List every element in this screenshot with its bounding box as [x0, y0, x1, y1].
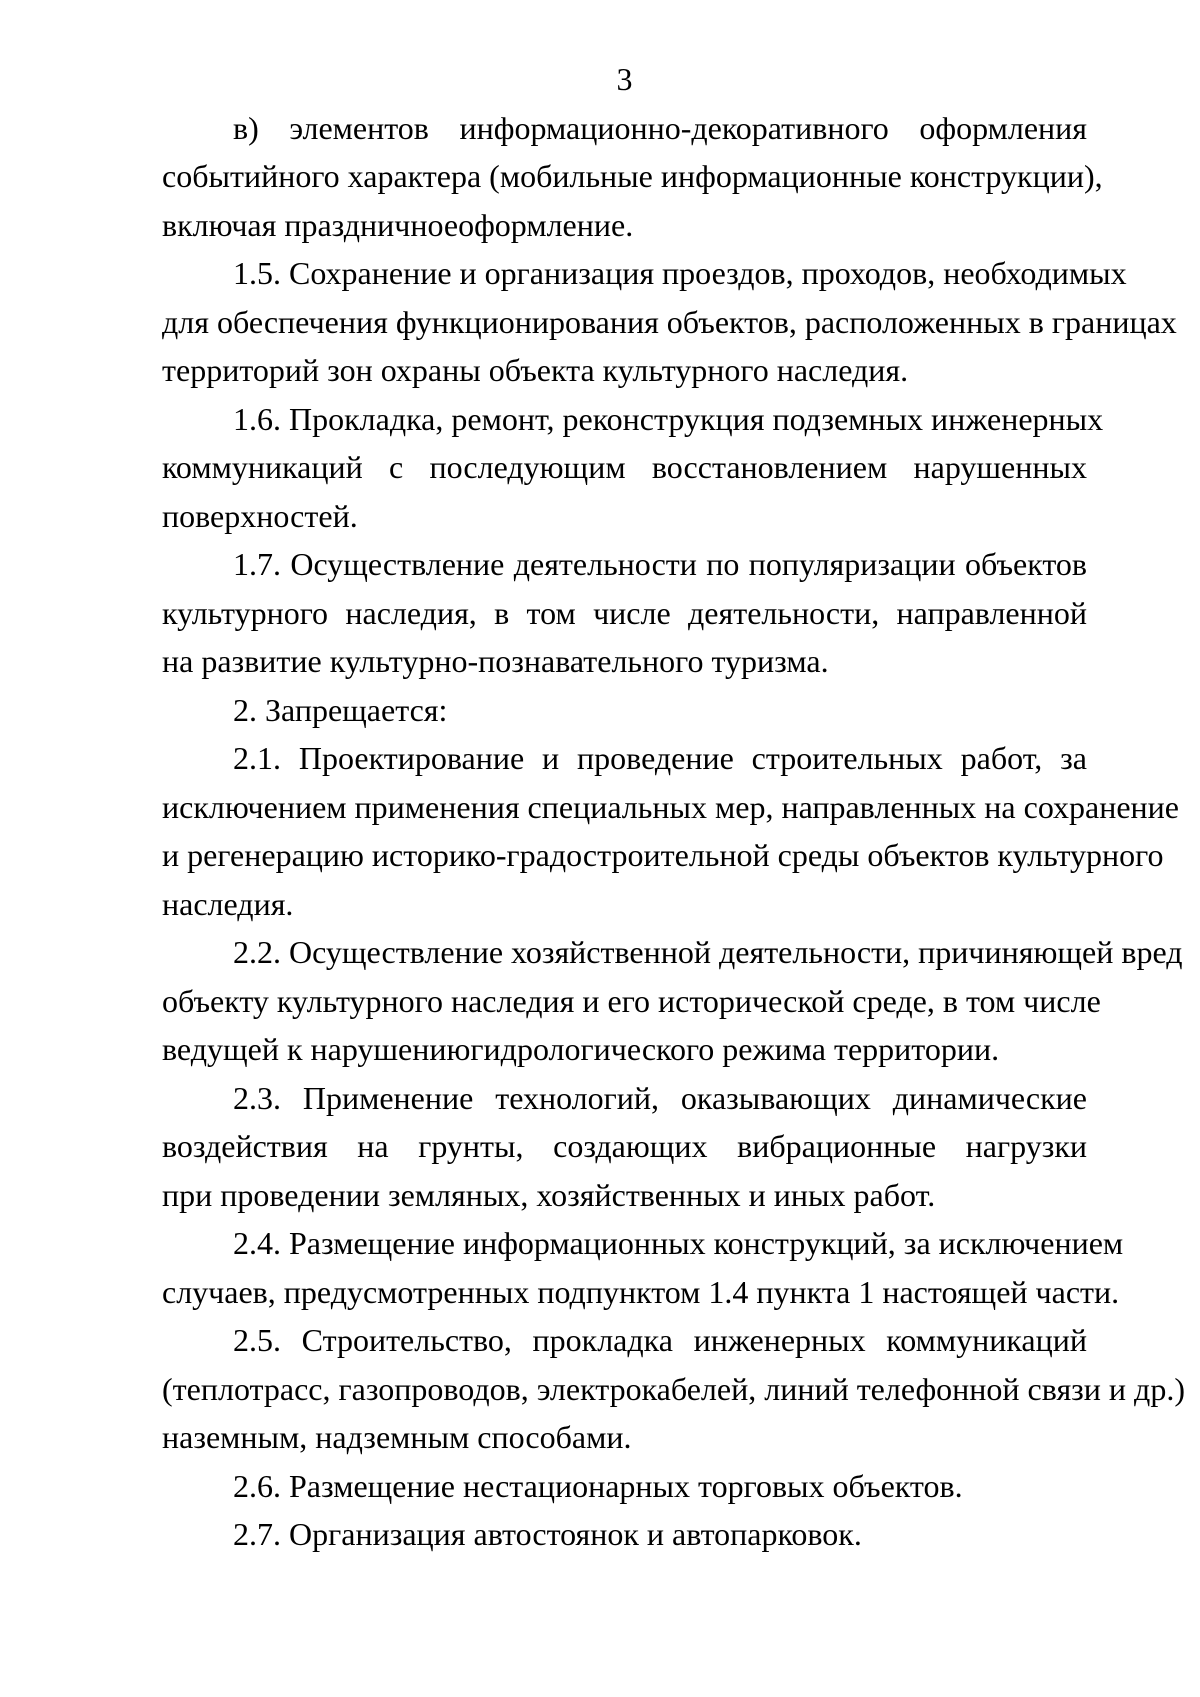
paragraph [162, 249, 1177, 395]
text-line: 1.7. Осуществление деятельности по популяризации объектов [233, 546, 1087, 582]
paragraph [162, 928, 1183, 1074]
text-line: исключением применения специальных мер, направленных на сохранение [162, 788, 1179, 825]
paragraph [162, 104, 1103, 250]
text-line: и регенерацию историко-градостроительной среды объектов культурного [162, 837, 1164, 873]
text-line: наземным, надземным способами. [162, 1419, 632, 1455]
document-body [162, 104, 1185, 1559]
paragraph [162, 1074, 1087, 1220]
page-number: 3 [616, 61, 633, 97]
text-line: для обеспечения функционирования объектов, расположенных в границах [162, 303, 1177, 340]
text-line: коммуникаций с последующим восстановлением нарушенных [162, 449, 1087, 485]
text-line: в) элементов информационно-декоративного оформления [233, 109, 1087, 146]
text-line: (теплотрасс, газопроводов, электрокабелей, линий телефонной связи и др.) [162, 1370, 1185, 1407]
paragraph [162, 1316, 1185, 1462]
text-line: 2.2. Осуществление хозяйственной деятельности, причиняющей вред [233, 934, 1183, 970]
paragraph [162, 686, 1087, 735]
text-line: наследия. [162, 885, 294, 922]
paragraph [162, 1462, 1087, 1511]
text-line: объекту культурного наследия и его исторической среде, в том числе [162, 982, 1101, 1019]
text-line: территорий зон охраны объекта культурного наследия. [162, 352, 909, 388]
text-line: 2.6. Размещение нестационарных торговых объектов. [233, 1467, 963, 1504]
text-line: событийного характера (мобильные информационные конструкции), [162, 158, 1103, 194]
text-line: поверхностей. [162, 497, 358, 534]
text-line: при проведении земляных, хозяйственных и иных работ. [162, 1176, 936, 1213]
text-line: 2.4. Размещение информационных конструкций, за исключением [233, 1225, 1124, 1261]
text-line: 2.5. Строительство, прокладка инженерных коммуникаций [233, 1322, 1087, 1358]
paragraph [162, 1219, 1124, 1316]
paragraph [162, 540, 1087, 686]
text-line: 2. Запрещается: [233, 691, 448, 728]
paragraph [162, 1510, 1087, 1559]
text-line: культурного наследия, в том числе деятельности, направленной [162, 594, 1087, 631]
text-line: 1.6. Прокладка, ремонт, реконструкция подземных инженерных [233, 400, 1104, 437]
text-line: включая праздничноеоформление. [162, 206, 634, 243]
text-line: случаев, предусмотренных подпунктом 1.4 пункта 1 настоящей части. [162, 1273, 1120, 1310]
text-line: воздействия на грунты, создающих вибрационные нагрузки [162, 1128, 1087, 1164]
text-line: 2.1. Проектирование и проведение строительных работ, за [233, 740, 1087, 776]
text-line: 2.7. Организация автостоянок и автопарковок. [233, 1516, 862, 1552]
text-line: ведущей к нарушениюгидрологического режима территории. [162, 1031, 1000, 1067]
text-line: на развитие культурно-познавательного туризма. [162, 643, 829, 679]
paragraph [162, 734, 1179, 928]
paragraph [162, 395, 1104, 541]
text-line: 1.5. Сохранение и организация проездов, проходов, необходимых [233, 255, 1127, 291]
text-line: 2.3. Применение технологий, оказывающих динамические [233, 1079, 1087, 1116]
